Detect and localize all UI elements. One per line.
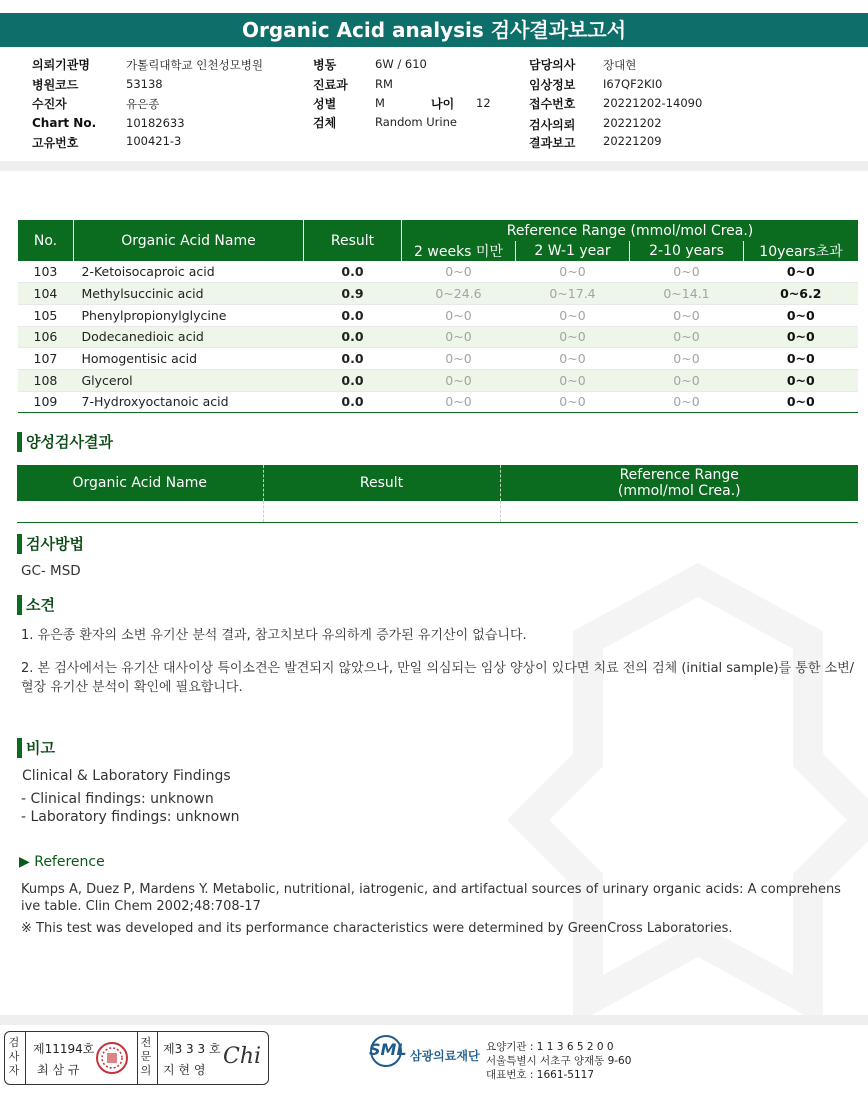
hospital-code-value: 53138 — [126, 77, 163, 91]
sex-value: M — [375, 96, 385, 110]
row-ref-2: 0~0 — [516, 261, 630, 283]
table-row — [18, 261, 859, 283]
row-ref-2: 0~0 — [516, 304, 630, 326]
row-name: 2-Ketoisocaproic acid — [74, 261, 304, 283]
row-ref-4: 0~0 — [744, 348, 859, 370]
row-ref-2: 0~0 — [516, 326, 630, 348]
row-no: 106 — [18, 326, 74, 348]
row-name: Methylsuccinic acid — [74, 283, 304, 305]
row-result: 0.0 — [304, 326, 402, 348]
examiner-no: 제11194호 — [33, 1042, 95, 1056]
specimen-value: Random Urine — [375, 115, 457, 129]
request-value: 20221202 — [603, 116, 662, 130]
recipient-label: 수진자 — [32, 97, 67, 111]
row-no: 103 — [18, 261, 74, 283]
age-value: 12 — [476, 96, 491, 110]
row-ref-2: 0~0 — [516, 369, 630, 391]
specialist-no: 제3 3 3 호 — [163, 1042, 221, 1056]
dept-value: RM — [375, 77, 393, 91]
chart-no-label: Chart No. — [32, 116, 97, 130]
col-result-header: Result — [304, 220, 402, 261]
row-result: 0.9 — [304, 283, 402, 305]
ref-col-2-header: 2 W-1 year — [516, 241, 630, 261]
organization-info — [486, 1040, 631, 1082]
col-name-header: Organic Acid Name — [74, 220, 304, 261]
row-ref-1: 0~0 — [402, 391, 516, 413]
report-date-label: 결과보고 — [529, 136, 576, 150]
doctor-value: 장대현 — [603, 58, 637, 72]
positive-results-table — [17, 465, 858, 523]
row-result: 0.0 — [304, 369, 402, 391]
pos-col-ref-header — [500, 465, 858, 501]
pos-empty-cell — [500, 501, 858, 522]
age-label: 나이 — [431, 97, 455, 111]
row-ref-3: 0~0 — [630, 326, 744, 348]
institution-value: 가톨릭대학교 인천성모병원 — [126, 58, 263, 72]
row-name: Dodecanedioic acid — [74, 326, 304, 348]
col-ref-header: Reference Range (mmol/mol Crea.) — [402, 220, 859, 241]
chart-no-value: 10182633 — [126, 116, 185, 130]
unique-no-value: 100421-3 — [126, 134, 182, 148]
org-phone: 대표번호 : 1661-5117 — [486, 1069, 595, 1081]
table-row — [17, 501, 858, 522]
row-ref-1: 0~0 — [402, 348, 516, 370]
ward-label: 병동 — [313, 58, 337, 72]
pos-col-ref-line1: Reference Range — [619, 467, 739, 483]
report-date-value: 20221209 — [603, 134, 662, 148]
ref-col-1-header: 2 weeks 미만 — [402, 241, 516, 261]
table-row — [18, 369, 859, 391]
receipt-label: 접수번호 — [529, 97, 576, 111]
recipient-value: 유은종 — [126, 97, 160, 111]
row-ref-3: 0~14.1 — [630, 283, 744, 305]
row-ref-1: 0~0 — [402, 304, 516, 326]
remarks-line-3: - Laboratory findings: unknown — [21, 809, 240, 825]
row-name: Glycerol — [74, 369, 304, 391]
org-address: 서울특별시 서초구 양재동 9-60 — [486, 1055, 632, 1067]
row-ref-4: 0~0 — [744, 391, 859, 413]
method-text: GC- MSD — [21, 563, 81, 579]
institution-label: 의뢰기관명 — [32, 58, 90, 72]
remarks-heading: 비고 — [17, 738, 55, 758]
row-ref-3: 0~0 — [630, 391, 744, 413]
unique-no-label: 고유번호 — [32, 136, 79, 150]
row-ref-1: 0~0 — [402, 326, 516, 348]
remarks-line-2: - Clinical findings: unknown — [21, 791, 214, 807]
remarks-line-1: Clinical & Laboratory Findings — [22, 768, 231, 784]
results-table — [17, 220, 858, 413]
findings-paragraph-1: 1. 유은종 환자의 소변 유기산 분석 결과, 참고치보다 유의하게 증가된 유기산이 없습니다. — [21, 628, 527, 643]
ward-value: 6W / 610 — [375, 57, 427, 71]
findings-heading: 소견 — [17, 595, 55, 615]
divider-band — [0, 161, 868, 171]
table-row — [18, 283, 859, 305]
sex-label: 성별 — [313, 97, 337, 111]
reference-note: ※ This test was developed and its performance characteristics were determined by GreenCross Laboratories. — [21, 921, 733, 936]
row-result: 0.0 — [304, 348, 402, 370]
request-label: 검사의뢰 — [529, 118, 576, 132]
pos-empty-cell — [263, 501, 500, 522]
org-name: 삼광의료재단 — [410, 1049, 480, 1063]
row-ref-2: 0~17.4 — [516, 283, 630, 305]
ref-col-4-header: 10years초과 — [744, 241, 859, 261]
signature-mark: Chi — [223, 1044, 262, 1069]
positive-results-heading: 양성검사결과 — [17, 432, 113, 452]
findings-paragraph-2: 2. 본 검사에서는 유기산 대사이상 특이소견은 발견되지 않았으나, 만일 의심되는 임상 양상이 있다면 치료 전의 검체 (initial sample)를 통한 소변/혈장 유기산 분석이 확인에 필요합니다. — [21, 661, 855, 695]
pos-empty-cell — [17, 501, 263, 522]
clinical-label: 임상정보 — [529, 78, 576, 92]
row-name: Phenylpropionylglycine — [74, 304, 304, 326]
ref-col-3-header: 2-10 years — [630, 241, 744, 261]
row-ref-1: 0~0 — [402, 369, 516, 391]
row-ref-4: 0~0 — [744, 369, 859, 391]
row-result: 0.0 — [304, 261, 402, 283]
report-title: Organic Acid analysis 검사결과보고서 — [0, 13, 868, 47]
pos-col-result-header: Result — [263, 465, 500, 501]
specialist-label: 전문의 — [140, 1036, 152, 1077]
row-name: Homogentisic acid — [74, 348, 304, 370]
pos-col-ref-line2: (mmol/mol Crea.) — [617, 483, 741, 499]
hospital-code-label: 병원코드 — [32, 78, 79, 92]
row-ref-2: 0~0 — [516, 391, 630, 413]
method-heading: 검사방법 — [17, 534, 84, 554]
row-result: 0.0 — [304, 304, 402, 326]
patient-info — [0, 56, 868, 156]
row-no: 109 — [18, 391, 74, 413]
row-result: 0.0 — [304, 391, 402, 413]
doctor-label: 담당의사 — [529, 58, 576, 72]
dept-label: 진료과 — [313, 78, 348, 92]
row-ref-3: 0~0 — [630, 369, 744, 391]
pos-col-name-header: Organic Acid Name — [17, 465, 263, 501]
table-row — [18, 391, 859, 413]
col-no-header: No. — [18, 220, 74, 261]
row-ref-1: 0~0 — [402, 261, 516, 283]
examiner-label: 검사자 — [8, 1036, 20, 1077]
row-ref-4: 0~0 — [744, 261, 859, 283]
row-name: 7-Hydroxyoctanoic acid — [74, 391, 304, 413]
row-ref-3: 0~0 — [630, 261, 744, 283]
specimen-label: 검체 — [313, 116, 337, 130]
row-ref-4: 0~0 — [744, 326, 859, 348]
row-ref-4: 0~0 — [744, 304, 859, 326]
row-no: 105 — [18, 304, 74, 326]
receipt-value: 20221202-14090 — [603, 96, 703, 110]
row-ref-4: 0~6.2 — [744, 283, 859, 305]
row-ref-3: 0~0 — [630, 348, 744, 370]
table-row — [18, 304, 859, 326]
row-ref-3: 0~0 — [630, 304, 744, 326]
row-no: 107 — [18, 348, 74, 370]
row-no: 108 — [18, 369, 74, 391]
reference-citation: Kumps A, Duez P, Mardens Y. Metabolic, nutritional, iatrogenic, and artifactual sources of urinary organic acids: A comprehensive table. Clin Chem 2002;48:708-17 — [21, 882, 841, 914]
clinical-value: I67QF2KI0 — [603, 77, 663, 91]
reference-heading: ▶ Reference — [19, 854, 105, 870]
footer-band — [0, 1015, 868, 1025]
row-ref-1: 0~24.6 — [402, 283, 516, 305]
table-row — [18, 348, 859, 370]
table-row — [18, 326, 859, 348]
signature-box — [4, 1031, 269, 1085]
org-code: 요양기관 : 1 1 3 6 5 2 0 0 — [486, 1041, 614, 1053]
row-ref-2: 0~0 — [516, 348, 630, 370]
examiner-name: 최 삼 규 — [37, 1063, 80, 1077]
row-no: 104 — [18, 283, 74, 305]
seal-stamp-icon — [95, 1041, 129, 1075]
sml-logo-text: SML — [369, 1040, 407, 1059]
specialist-name: 지 현 영 — [163, 1063, 206, 1077]
